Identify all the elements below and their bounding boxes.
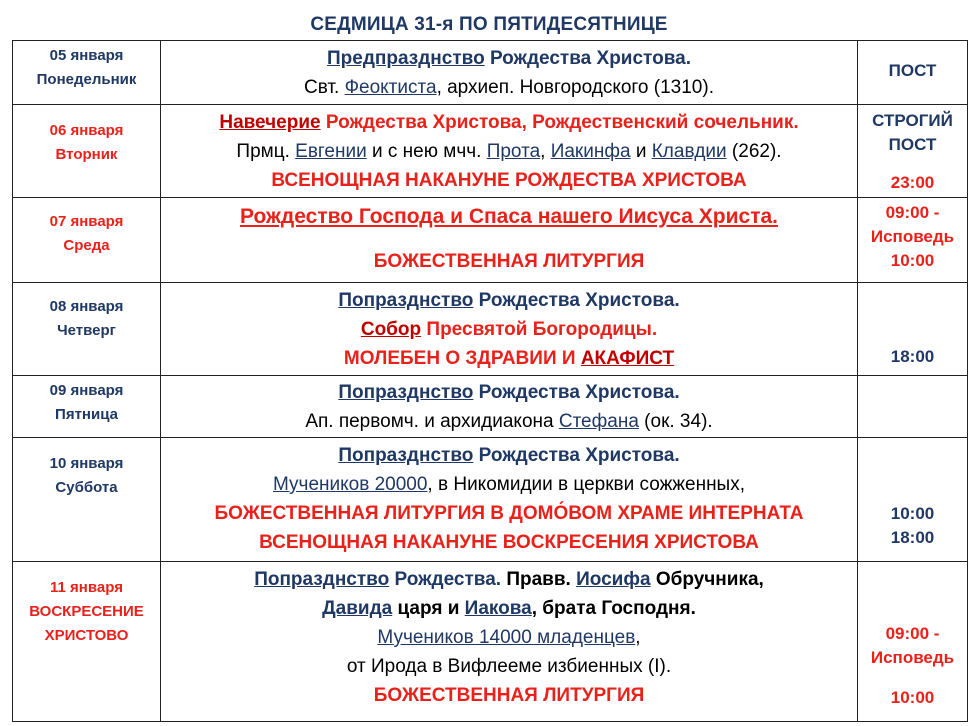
description-line (161, 137, 857, 166)
date-cell (13, 438, 161, 562)
saint-link[interactable]: Иакова (464, 598, 532, 619)
feast-text: Рождества Христова, Рождественский сочельник. (320, 112, 799, 133)
date-label: 05 января (49, 47, 124, 64)
saint-link[interactable]: Евгении (295, 141, 367, 162)
saint-text: , (540, 141, 551, 162)
weekday-label: Понедельник (36, 71, 137, 88)
saint-link[interactable]: Феоктиста (344, 77, 437, 98)
time-cell (858, 438, 968, 562)
weekday-label: Четверг (57, 322, 116, 339)
weekday-label: Среда (63, 237, 110, 254)
saint-text: царя и (392, 598, 465, 619)
description-line: от Ирода в Вифлееме избиенных (I). (346, 656, 672, 677)
date-label: 09 января (49, 382, 124, 399)
saint-text: и с нею мчч. (366, 141, 487, 162)
date-label: 10 января (49, 455, 124, 472)
saint-link[interactable]: Давида (322, 598, 393, 619)
service-line: БОЖЕСТВЕННАЯ ЛИТУРГИЯ (373, 685, 645, 706)
time-label: 10:00 (890, 251, 935, 270)
saint-link[interactable]: Мучеников 14000 младенцев (377, 627, 636, 648)
description-line (161, 441, 857, 470)
feast-text: Рождества Христова. (473, 290, 680, 311)
saint-link[interactable]: Иакинфа (550, 141, 631, 162)
feast-title (161, 202, 857, 231)
date-label: 08 января (49, 298, 124, 315)
weekday-label: Суббота (55, 479, 118, 496)
saint-prefix: Свт. (304, 77, 345, 98)
page-title: СЕДМИЦА 31-я ПО ПЯТИДЕСЯТНИЦЕ (310, 14, 668, 35)
saint-text: и (630, 141, 652, 162)
date-label: 06 января (49, 122, 124, 139)
saint-link[interactable]: Иосифа (576, 569, 651, 590)
description-line (161, 315, 857, 344)
service-line: ВСЕНОЩНАЯ НАКАНУНЕ ВОСКРЕСЕНИЯ ХРИСТОВА (259, 532, 759, 553)
saint-prefix: Ап. первомч. и архидиакона (305, 411, 559, 432)
service-line: ВСЕНОЩНАЯ НАКАНУНЕ РОЖДЕСТВА ХРИСТОВА (271, 170, 747, 191)
saint-link[interactable]: Мучеников 20000 (273, 474, 428, 495)
description-line (161, 378, 857, 407)
feast-link[interactable]: Попразднство (338, 382, 474, 403)
feast-text: Рождества. (389, 569, 507, 590)
description-line (161, 594, 857, 623)
time-cell (858, 198, 968, 283)
saint-prefix: Прмц. (236, 141, 296, 162)
description-cell (161, 41, 858, 105)
date-label: 11 января (50, 579, 123, 596)
weekday-label: Вторник (55, 146, 118, 163)
feast-link[interactable]: Предпразднство (327, 48, 485, 69)
date-cell (13, 198, 161, 283)
time-label: 23:00 (890, 173, 935, 192)
schedule-table (12, 40, 968, 722)
description-cell (161, 105, 858, 198)
feast-text: Рождества Христова. (484, 48, 691, 69)
feast-link[interactable]: Собор (360, 319, 422, 340)
time-label: 10:00 (890, 504, 935, 523)
time-cell (858, 41, 968, 105)
description-cell (161, 198, 858, 283)
date-cell (13, 105, 161, 198)
saint-text: , брата Господня. (531, 598, 696, 619)
service-line: БОЖЕСТВЕННАЯ ЛИТУРГИЯ (373, 251, 645, 272)
time-label: Исповедь (870, 648, 955, 667)
description-line (161, 623, 857, 652)
feast-text: Пресвятой Богородицы. (421, 319, 658, 340)
saint-text: , в Никомидии в церкви сожженных, (427, 474, 745, 495)
description-line (161, 44, 857, 73)
feast-text: Рождества Христова. (473, 382, 680, 403)
description-cell (161, 283, 858, 376)
description-line (161, 108, 857, 137)
table-row (13, 283, 968, 376)
time-label: 10:00 (890, 688, 935, 707)
feast-link[interactable]: Навечерие (219, 112, 321, 133)
description-line (161, 73, 857, 102)
saint-link[interactable]: Прота (486, 141, 541, 162)
saint-prefix: Правв. (506, 569, 577, 590)
date-cell (13, 283, 161, 376)
akathist-link[interactable]: АКАФИСТ (580, 348, 675, 369)
service-line: БОЖЕСТВЕННАЯ ЛИТУРГИЯ В ДОМО́ВОМ ХРАМЕ ИНТЕРНАТА (214, 503, 804, 524)
date-cell (13, 376, 161, 438)
saint-link[interactable]: Стефана (558, 411, 639, 432)
time-cell (858, 376, 968, 438)
table-row (13, 376, 968, 438)
table-row (13, 41, 968, 105)
time-cell (858, 562, 968, 722)
description-line (161, 407, 857, 436)
time-label: ПОСТ (888, 61, 937, 80)
saint-text: Обручника, (650, 569, 764, 590)
saint-link[interactable]: Клавдии (651, 141, 727, 162)
time-label: ПОСТ (888, 135, 937, 154)
time-cell (858, 105, 968, 198)
feast-link[interactable]: Попразднство (254, 569, 390, 590)
saint-text: , архиеп. Новгородского (1310). (436, 77, 714, 98)
description-cell (161, 376, 858, 438)
description-cell (161, 562, 858, 722)
description-cell (161, 438, 858, 562)
date-cell (13, 41, 161, 105)
feast-link[interactable]: Попразднство (338, 445, 474, 466)
saint-text: (262). (726, 141, 782, 162)
weekday-label: ВОСКРЕСЕНИЕ (29, 603, 144, 620)
time-label: 18:00 (890, 347, 935, 366)
description-line (161, 565, 857, 594)
date-cell (13, 562, 161, 722)
date-label: 07 января (49, 213, 124, 230)
description-line (161, 470, 857, 499)
feast-link[interactable]: Рождество Господа и Спаса нашего Иисуса Христа. (240, 205, 778, 228)
service-text: МОЛЕБЕН О ЗДРАВИИ И (343, 348, 581, 369)
table-row (13, 105, 968, 198)
time-label: СТРОГИЙ (872, 111, 953, 130)
description-line (161, 286, 857, 315)
feast-text: Рождества Христова. (473, 445, 680, 466)
table-row (13, 562, 968, 722)
time-label: 09:00 - (885, 624, 940, 643)
time-label: 18:00 (890, 528, 935, 547)
time-cell (858, 283, 968, 376)
weekday-label: ХРИСТОВО (44, 627, 129, 644)
service-line (161, 344, 857, 373)
table-row (13, 198, 968, 283)
saint-text: (ок. 34). (638, 411, 713, 432)
feast-link[interactable]: Попразднство (338, 290, 474, 311)
saint-text: , (635, 627, 641, 648)
table-row (13, 438, 968, 562)
time-label: 09:00 - (885, 203, 940, 222)
weekday-label: Пятница (55, 406, 118, 423)
time-label: Исповедь (870, 227, 955, 246)
